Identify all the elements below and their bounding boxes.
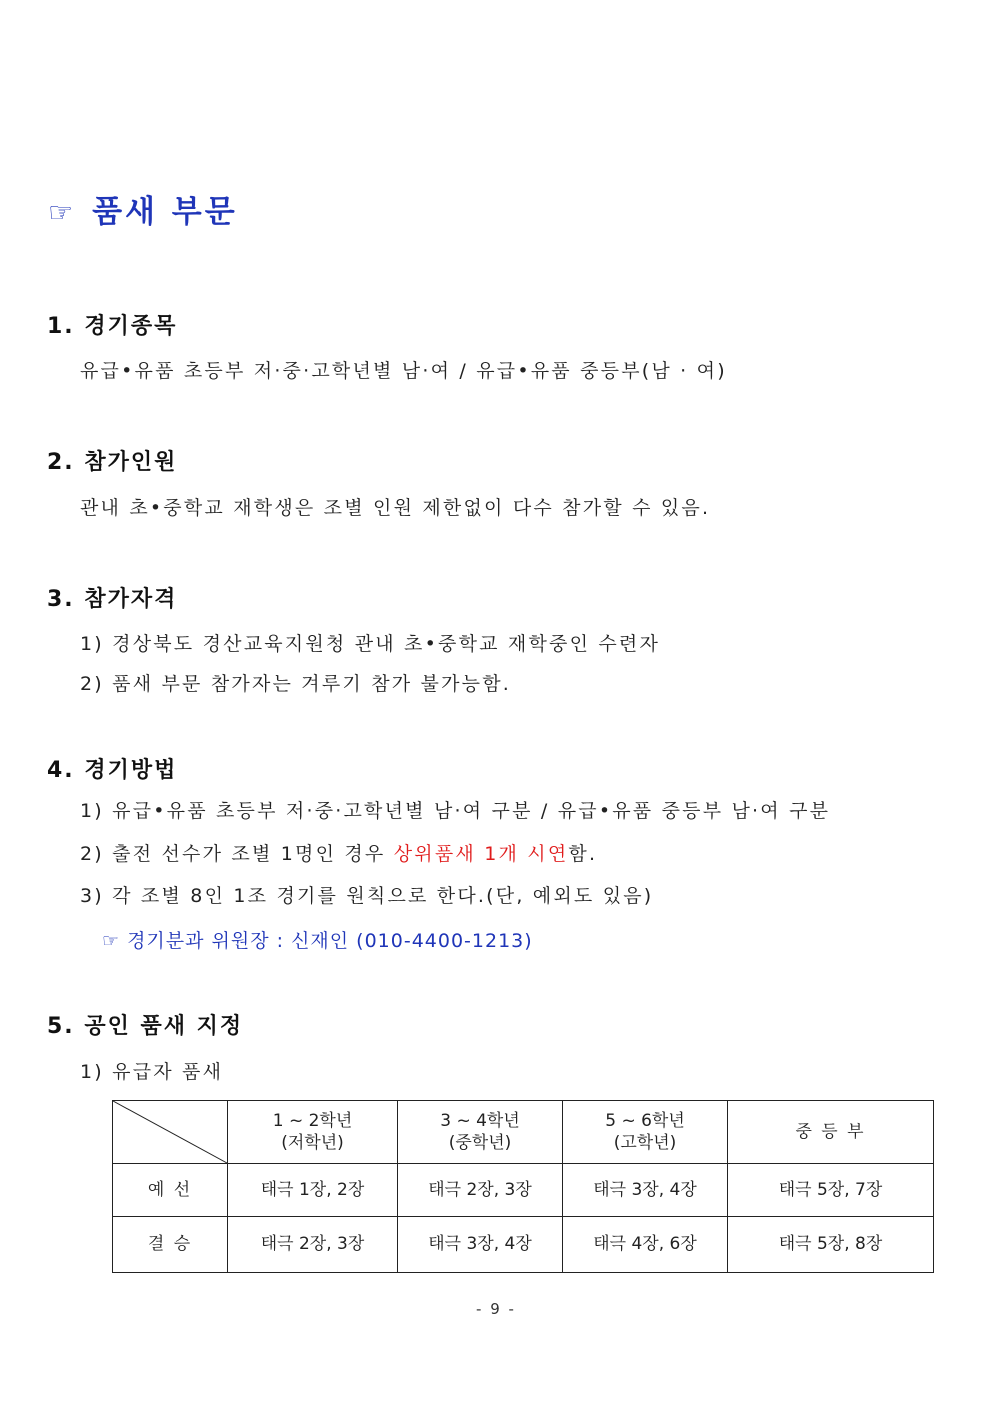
header-line-2: (저학년) [281,1133,344,1153]
table-header-cell [563,1101,728,1164]
page-title [48,186,238,231]
section-4-item-3: 3) 각 조별 8인 1조 경기를 원칙으로 한다.(단, 예외도 있음) [80,885,654,907]
section-4-item-2-pre: 2) 출전 선수가 조별 1명인 경우 [80,843,394,865]
header-line-1: 5 ~ 6학년 [605,1110,685,1131]
contact-note: ☞ 경기분과 위원장 : 신재인 (010-4400-1213) [102,930,533,952]
header-line-1: 중 등 부 [795,1121,866,1142]
poomsae-table [112,1100,934,1273]
section-3-heading: 3. 참가자격 [47,587,178,612]
section-1-text: 유급•유품 초등부 저·중·고학년별 남·여 / 유급•유품 중등부(남 · 여) [80,360,727,382]
table-corner-cell [113,1101,228,1164]
table-header-cell [398,1101,563,1164]
page-number: - 9 - [476,1300,516,1318]
header-line-2: (고학년) [613,1133,677,1153]
table-header-cell [728,1101,934,1164]
section-5-sub-1: 1) 유급자 품새 [80,1061,224,1083]
section-4-item-1: 1) 유급•유품 초등부 저·중·고학년별 남·여 구분 / 유급•유품 중등부 남·여 구분 [80,800,831,822]
header-line-1: 3 ~ 4학년 [440,1110,520,1131]
section-3-item-1: 1) 경상북도 경산교육지원청 관내 초•중학교 재학중인 수련자 [80,633,661,655]
table-cell: 태극 2장, 3장 [398,1164,563,1217]
section-2-heading: 2. 참가인원 [47,450,178,475]
section-1-heading: 1. 경기종목 [47,314,178,339]
table-header-cell [228,1101,398,1164]
section-3-item-2: 2) 품새 부문 참가자는 겨루기 참가 불가능함. [80,673,511,695]
table-cell: 태극 3장, 4장 [563,1164,728,1217]
table-cell: 태극 1장, 2장 [228,1164,398,1217]
table-cell: 태극 3장, 4장 [398,1217,563,1273]
table-cell: 태극 5장, 8장 [728,1217,934,1273]
header-line-1: 1 ~ 2학년 [272,1110,353,1131]
pointing-hand-icon: ☞ [48,196,77,229]
page-title-text: 품새 부문 [92,194,238,230]
diagonal-line [113,1101,227,1163]
section-5-heading: 5. 공인 품새 지정 [47,1014,244,1039]
table-header-row [113,1101,934,1164]
table-cell: 태극 4장, 6장 [563,1217,728,1273]
header-line-2: (중학년) [448,1133,512,1153]
highlight-text: 상위품새 1개 시연 [393,843,569,865]
section-4-heading: 4. 경기방법 [47,758,178,783]
table-cell: 태극 2장, 3장 [228,1217,398,1273]
section-4-item-2-post: 함. [568,843,598,865]
section-2-text: 관내 초•중학교 재학생은 조별 인원 제한없이 다수 참가할 수 있음. [80,497,711,519]
section-4-item-2 [80,839,597,866]
table-row [113,1217,934,1273]
table-row [113,1164,934,1217]
row-label: 예 선 [113,1164,228,1217]
table-cell: 태극 5장, 7장 [728,1164,934,1217]
row-label: 결 승 [113,1217,228,1273]
